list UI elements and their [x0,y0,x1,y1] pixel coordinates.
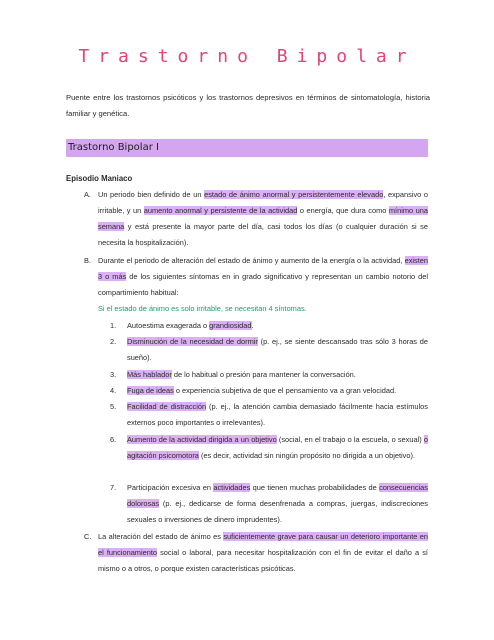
symptom-num: 7. [110,483,117,492]
symptom-num: 4. [110,386,117,395]
list-item-b: Durante el periodo de alteración del estado de ánimo y aumento de la energía o la actividad, existen 3 o más de los siguientes síntomas en in grado significativo y representan un cambio notorio del compartimiento habitual: [98,256,428,297]
list-marker-c: C. [84,532,92,541]
intro-paragraph: Puente entre los trastornos psicóticos y los trastornos depresivos en términos de sintomatología, historia familiar y genética. [66,93,430,118]
symptom-item: Más hablador de lo habitual o presión para mantener la conversación. [127,370,356,379]
list-marker-b: B. [84,256,91,265]
symptom-item: Facilidad de distracción (p. ej., la atención cambia demasiado fácilmente hacia estímulos externos poco importantes o irrelevantes). [127,402,428,427]
list-item-a: Un periodo bien definido de un estado de ánimo anormal y persistentemente elevado, expansivo o irritable, y un aumento anormal y persistente de la actividad o energía, que dura como mínimo una semana y está presente la mayor parte del día, casi todos los días (o cualquier duración si se necesita la hospitalización). [98,190,429,247]
subsection-heading: Episodio Maniaco [66,174,133,183]
list-marker-a: A. [84,190,91,199]
list-item-c: La alteración del estado de ánimo es suficientemente grave para causar un deterioro importante en el funcionamiento social o laboral, para necesitar hospitalización con el fin de evitar el daño a sí mismo o a otros, o porque existen características psicóticas. [98,532,428,573]
symptom-item: Aumento de la actividad dirigida a un objetivo (social, en el trabajo o la escuela, o sexual) o agitación psicomotora (es decir, actividad sin ningún propósito no dirigida a un objetivo). [127,435,429,460]
symptom-note: Si el estado de ánimo es solo irritable, se necesitan 4 síntomas. [98,304,307,313]
symptom-num: 3. [110,370,117,379]
symptom-num: 6. [110,435,117,444]
symptom-num: 5. [110,402,117,411]
symptom-item: Fuga de ideas o experiencia subjetiva de que el pensamiento va a gran velocidad. [127,386,397,395]
symptom-item: Participación excesiva en actividades que tienen muchas probabilidades de consecuencias dolorosas (p. ej., dedicarse de forma desenfrenada a compras, juergas, indiscreciones sexuales o inversiones de dinero imprudentes). [127,483,428,524]
symptom-num: 1. [110,321,117,330]
page-title: Trastorno Bipolar [78,46,416,67]
symptom-item: Autoestima exagerada o grandiosidad. [127,321,254,330]
section-heading: Trastorno Bipolar I [66,139,428,157]
symptom-item: Disminución de la necesidad de dormir (p. ej., se siente descansado tras sólo 3 horas de sueño). [127,337,428,362]
symptom-num: 2. [110,337,117,346]
